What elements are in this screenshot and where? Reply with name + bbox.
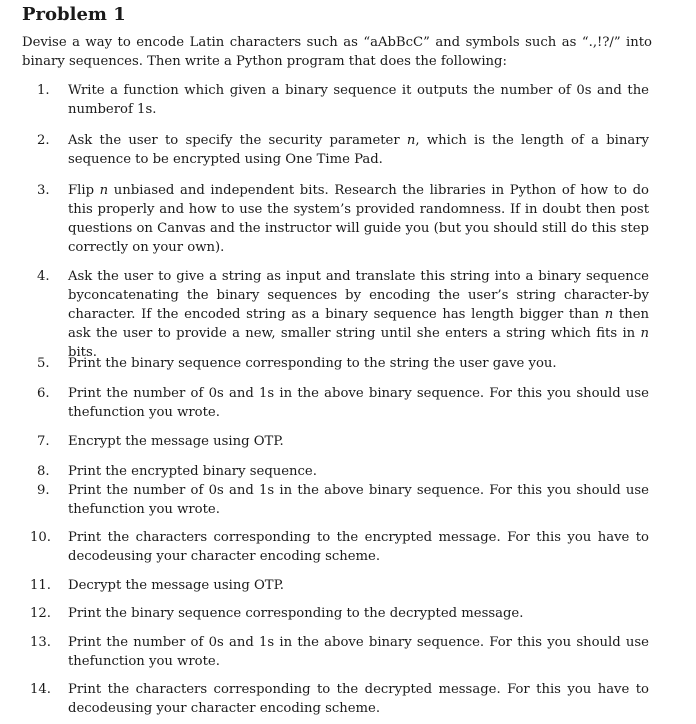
list-item-13 xyxy=(30,633,649,671)
item-text: Print the characters corresponding to the decrypted message. For this you have to decodeusing your character encoding scheme. xyxy=(68,682,649,716)
item-number: 7. xyxy=(37,434,50,449)
list-item-11 xyxy=(30,576,649,595)
item-number: 4. xyxy=(37,269,50,284)
problem-title: Problem 1 xyxy=(22,4,126,25)
item-text: Print the number of 0s and 1s in the above binary sequence. For this you should use thefunction you wrote. xyxy=(68,386,649,420)
problem-intro: Devise a way to encode Latin characters such as “aAbBcC” and symbols such as “.,!?/” into binary sequences. Then write a Python program that does the following: xyxy=(22,35,652,69)
item-text: Ask the user to give a string as input and translate this string into a binary sequence byconcatenating the binary sequences by encoding the user’s string character-by character. If the encoded string as a binary sequence has length bigger than n then ask the user to provide a new, smaller string until she enters a string which fits in n bits. xyxy=(68,269,649,360)
variable-n: n xyxy=(99,183,109,198)
item-number: 13. xyxy=(30,635,51,650)
list-item-10 xyxy=(30,528,649,566)
list-item-4 xyxy=(37,267,649,362)
list-item-7 xyxy=(37,432,649,451)
item-number: 3. xyxy=(37,183,50,198)
item-text: Write a function which given a binary sequence it outputs the number of 0s and the numberof 1s. xyxy=(68,83,649,117)
item-text: Print the encrypted binary sequence. xyxy=(68,464,317,479)
list-item-12 xyxy=(30,604,649,623)
list-item-6 xyxy=(37,384,649,422)
variable-n: n xyxy=(640,326,649,341)
variable-n: n xyxy=(604,307,614,322)
variable-n: n xyxy=(406,133,416,148)
item-number: 14. xyxy=(30,682,51,697)
item-number: 12. xyxy=(30,606,51,621)
list-item-2 xyxy=(37,131,649,169)
item-number: 11. xyxy=(30,578,51,593)
item-number: 2. xyxy=(37,133,50,148)
list-item-8 xyxy=(37,462,649,481)
item-text: Print the number of 0s and 1s in the above binary sequence. For this you should use thefunction you wrote. xyxy=(68,635,649,669)
item-text: Print the binary sequence corresponding to the string the user gave you. xyxy=(68,356,557,371)
item-text: Flip n unbiased and independent bits. Research the libraries in Python of how to do this properly and how to use the system’s provided randomness. If in doubt then post questions on Canvas and the instructor will guide you (but you should still do this step correctly on your own). xyxy=(68,183,649,255)
item-number: 5. xyxy=(37,356,50,371)
list-item-5 xyxy=(37,354,649,373)
item-number: 8. xyxy=(37,464,50,479)
item-text: Print the binary sequence corresponding to the decrypted message. xyxy=(68,606,524,621)
item-number: 6. xyxy=(37,386,50,401)
item-number: 9. xyxy=(37,483,50,498)
item-number: 1. xyxy=(37,83,50,98)
list-item-1 xyxy=(37,81,649,119)
item-text: Print the number of 0s and 1s in the above binary sequence. For this you should use thefunction you wrote. xyxy=(68,483,649,517)
item-text: Ask the user to specify the security parameter n, which is the length of a binary sequence to be encrypted using One Time Pad. xyxy=(68,133,649,167)
item-text: Encrypt the message using OTP. xyxy=(68,434,284,449)
item-text: Print the characters corresponding to the encrypted message. For this you have to decodeusing your character encoding scheme. xyxy=(68,530,649,564)
list-item-14 xyxy=(30,680,649,718)
list-item-3 xyxy=(37,181,649,257)
item-number: 10. xyxy=(30,530,51,545)
list-item-9 xyxy=(37,481,649,519)
item-text: Decrypt the message using OTP. xyxy=(68,578,284,593)
